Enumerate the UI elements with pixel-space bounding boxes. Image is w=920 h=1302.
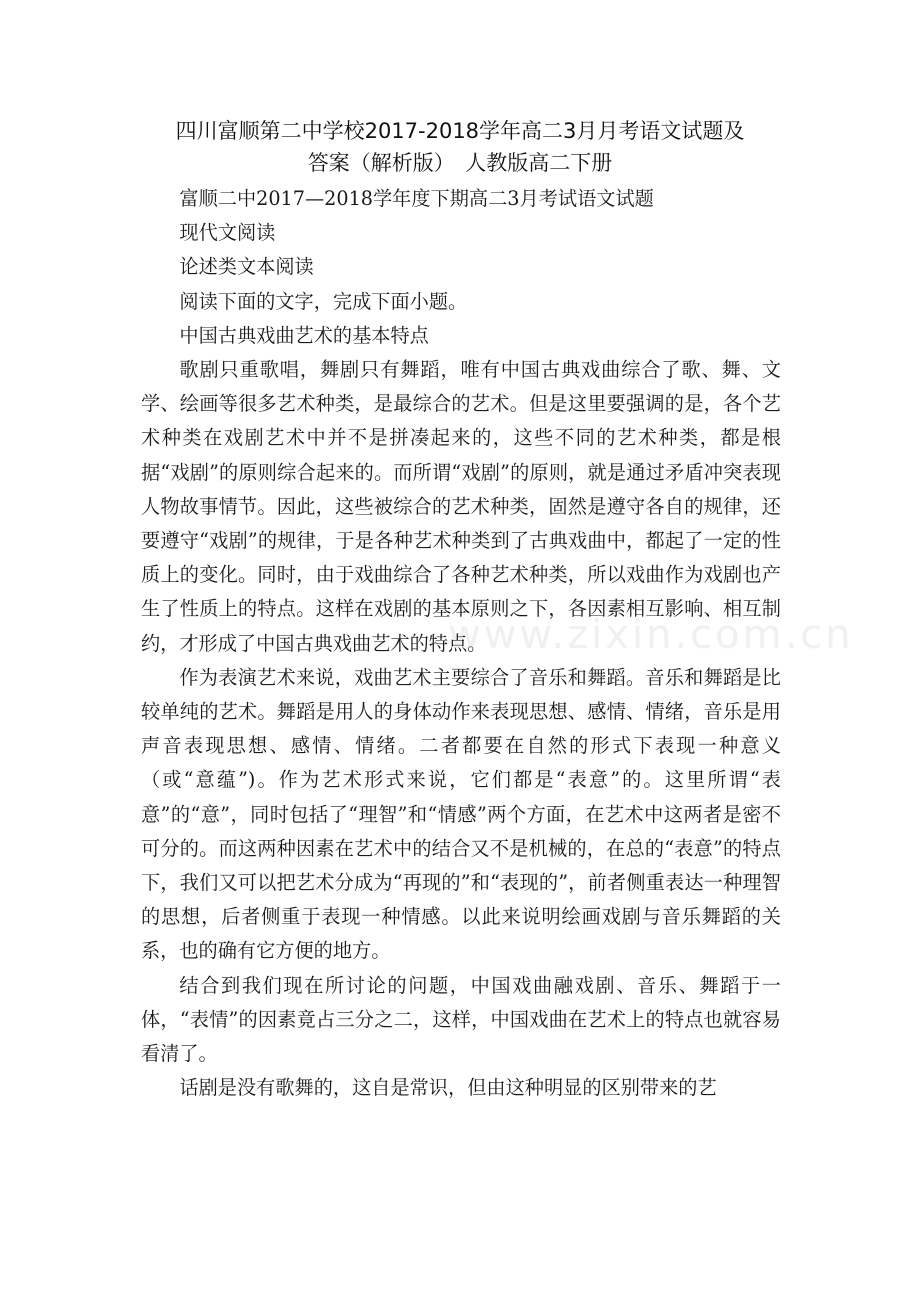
article-paragraph: 歌剧只重歌唱，舞剧只有舞蹈，唯有中国古典戏曲综合了歌、舞、文学、绘画等很多艺术种类，是最综合的艺术。但是这里要强调的是，各个艺术种类在戏剧艺术中并不是拼凑起来的，这些不同的艺术种类，都是根据“戏剧”的原则综合起来的。而所谓“戏剧”的原则，就是通过矛盾冲突表现人物故事情节。因此，这些被综合的艺术种类，固然是遵守各自的规律，还要遵守“戏剧”的规律，于是各种艺术种类到了古典戏曲中，都起了一定的性质上的变化。同时，由于戏曲综合了各种艺术种类，所以戏曲作为戏剧也产生了性质上的特点。这样在戏剧的基本原则之下，各因素相互影响、相互制约，才形成了中国古典戏曲艺术的特点。 — [141, 358, 781, 655]
article-paragraph: 结合到我们现在所讨论的问题，中国戏曲融戏剧、音乐、舞蹈于一体，“表情”的因素竟占三分之二，这样，中国戏曲在艺术上的特点也就容易看清了。 — [141, 973, 781, 1066]
document-title-line-1: 四川富顺第二中学校2017-2018学年高二3月月考语文试题及 — [175, 119, 745, 143]
reading-instruction: 阅读下面的文字，完成下面小题。 — [179, 289, 468, 313]
document-title — [140, 115, 780, 179]
exam-title: 富顺二中2017—2018学年度下期高二3月考试语文试题 — [179, 187, 654, 210]
article-title: 中国古典戏曲艺术的基本特点 — [179, 323, 429, 347]
article-paragraph: 作为表演艺术来说，戏曲艺术主要综合了音乐和舞蹈。音乐和舞蹈是比较单纯的艺术。舞蹈是用人的身体动作来表现思想、感情、情绪，音乐是用声音表现思想、感情、情绪。二者都要在自然的形式下表现一种意义（或“意蕴”)。作为艺术形式来说，它们都是“表意”的。这里所谓“表意”的“意”，同时包括了“理智”和“情感”两个方面，在艺术中这两者是密不可分的。而这两种因素在艺术中的结合又不是机械的，在总的“表意”的特点下，我们又可以把艺术分成为“再现的”和“表现的”，前者侧重表达一种理智的思想，后者侧重于表现一种情感。以此来说明绘画戏剧与音乐舞蹈的关系，也的确有它方便的地方。 — [141, 665, 781, 963]
subsection-heading: 论述类文本阅读 — [179, 255, 314, 279]
watermark: www.zixin.com.cn — [448, 612, 854, 658]
section-heading: 现代文阅读 — [179, 221, 276, 245]
document-title-line-2: 答案（解析版） 人教版高二下册 — [307, 151, 613, 175]
article-paragraph: 话剧是没有歌舞的，这自是常识，但由这种明显的区别带来的艺 — [179, 1076, 717, 1100]
document-body — [141, 182, 781, 1105]
